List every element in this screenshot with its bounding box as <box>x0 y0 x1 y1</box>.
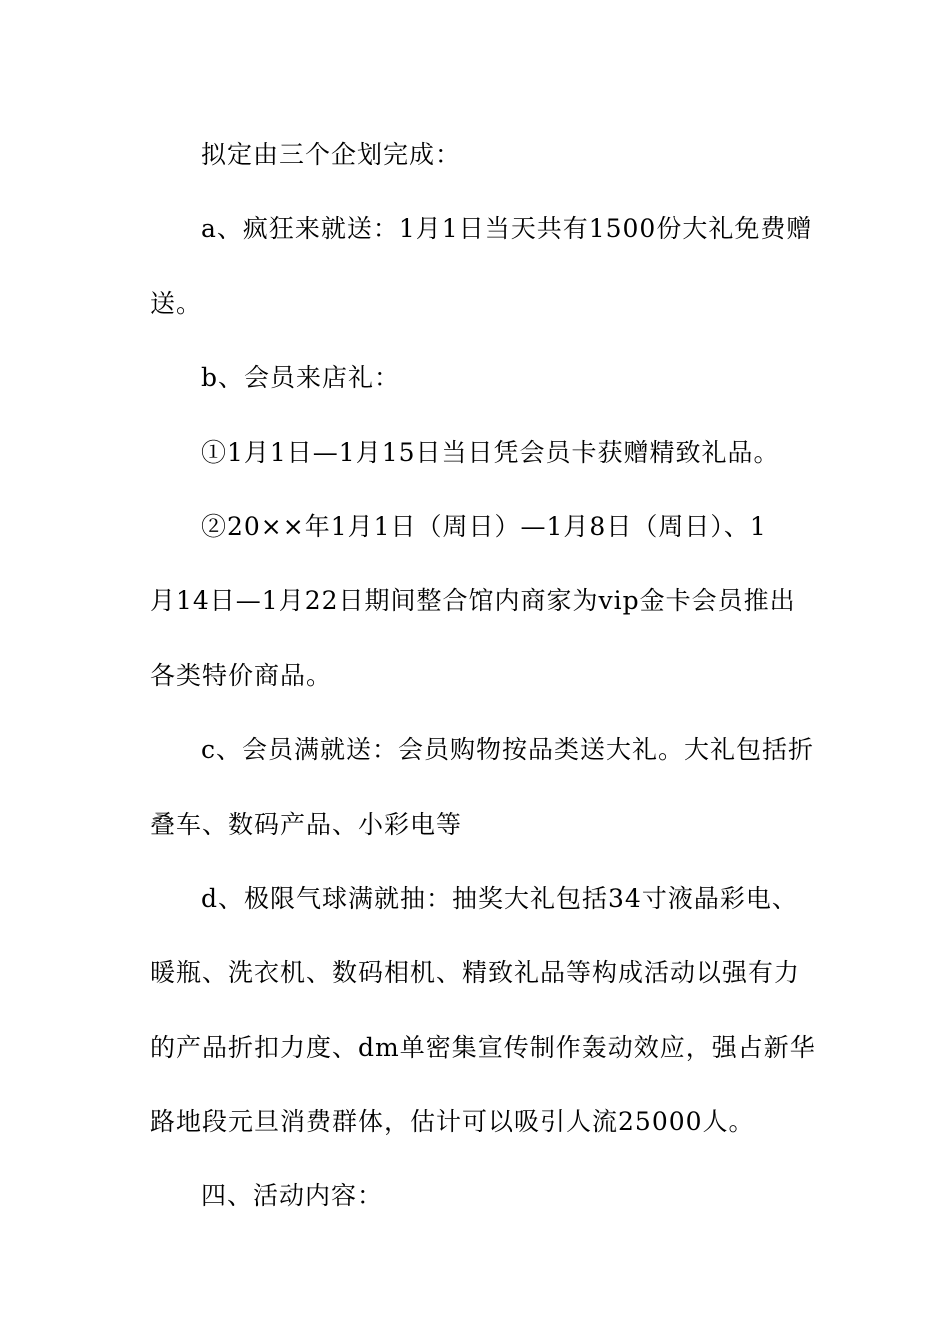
document-body <box>150 118 816 1234</box>
paragraph-item-d-continued-2: 的产品折扣力度、dm单密集宣传制作轰动效应，强占新华 <box>150 1032 816 1062</box>
paragraph-item-a-continued: 送。 <box>150 288 203 318</box>
paragraph-item-d-continued-3: 路地段元旦消费群体，估计可以吸引人流25000人。 <box>150 1107 755 1137</box>
paragraph-item-c: c、会员满就送：会员购物按品类送大礼。大礼包括折 <box>201 735 815 765</box>
paragraph-item-a: a、疯狂来就送：1月1日当天共有1500份大礼免费赠 <box>201 214 813 244</box>
paragraph-intro: 拟定由三个企划完成： <box>201 140 462 169</box>
paragraph-item-b-2: ②20××年1月1日（周日）—1月8日（周日）、1 <box>201 511 767 541</box>
paragraph-item-b-2-end: 各类特价商品。 <box>150 660 333 690</box>
paragraph-item-d: d、极限气球满就抽：抽奖大礼包括34寸液晶彩电、 <box>201 883 798 913</box>
paragraph-item-b-1: ①1月1日—1月15日当日凭会员卡获赠精致礼品。 <box>201 437 780 467</box>
paragraph-item-d-continued-1: 暖瓶、洗衣机、数码相机、精致礼品等构成活动以强有力 <box>150 958 801 988</box>
paragraph-item-b: b、会员来店礼： <box>201 363 401 393</box>
section-heading-activity-content: 四、活动内容： <box>201 1181 384 1211</box>
paragraph-item-b-2-continued: 月14日—1月22日期间整合馆内商家为vip金卡会员推出 <box>150 586 796 616</box>
paragraph-item-c-continued: 叠车、数码产品、小彩电等 <box>150 809 463 839</box>
